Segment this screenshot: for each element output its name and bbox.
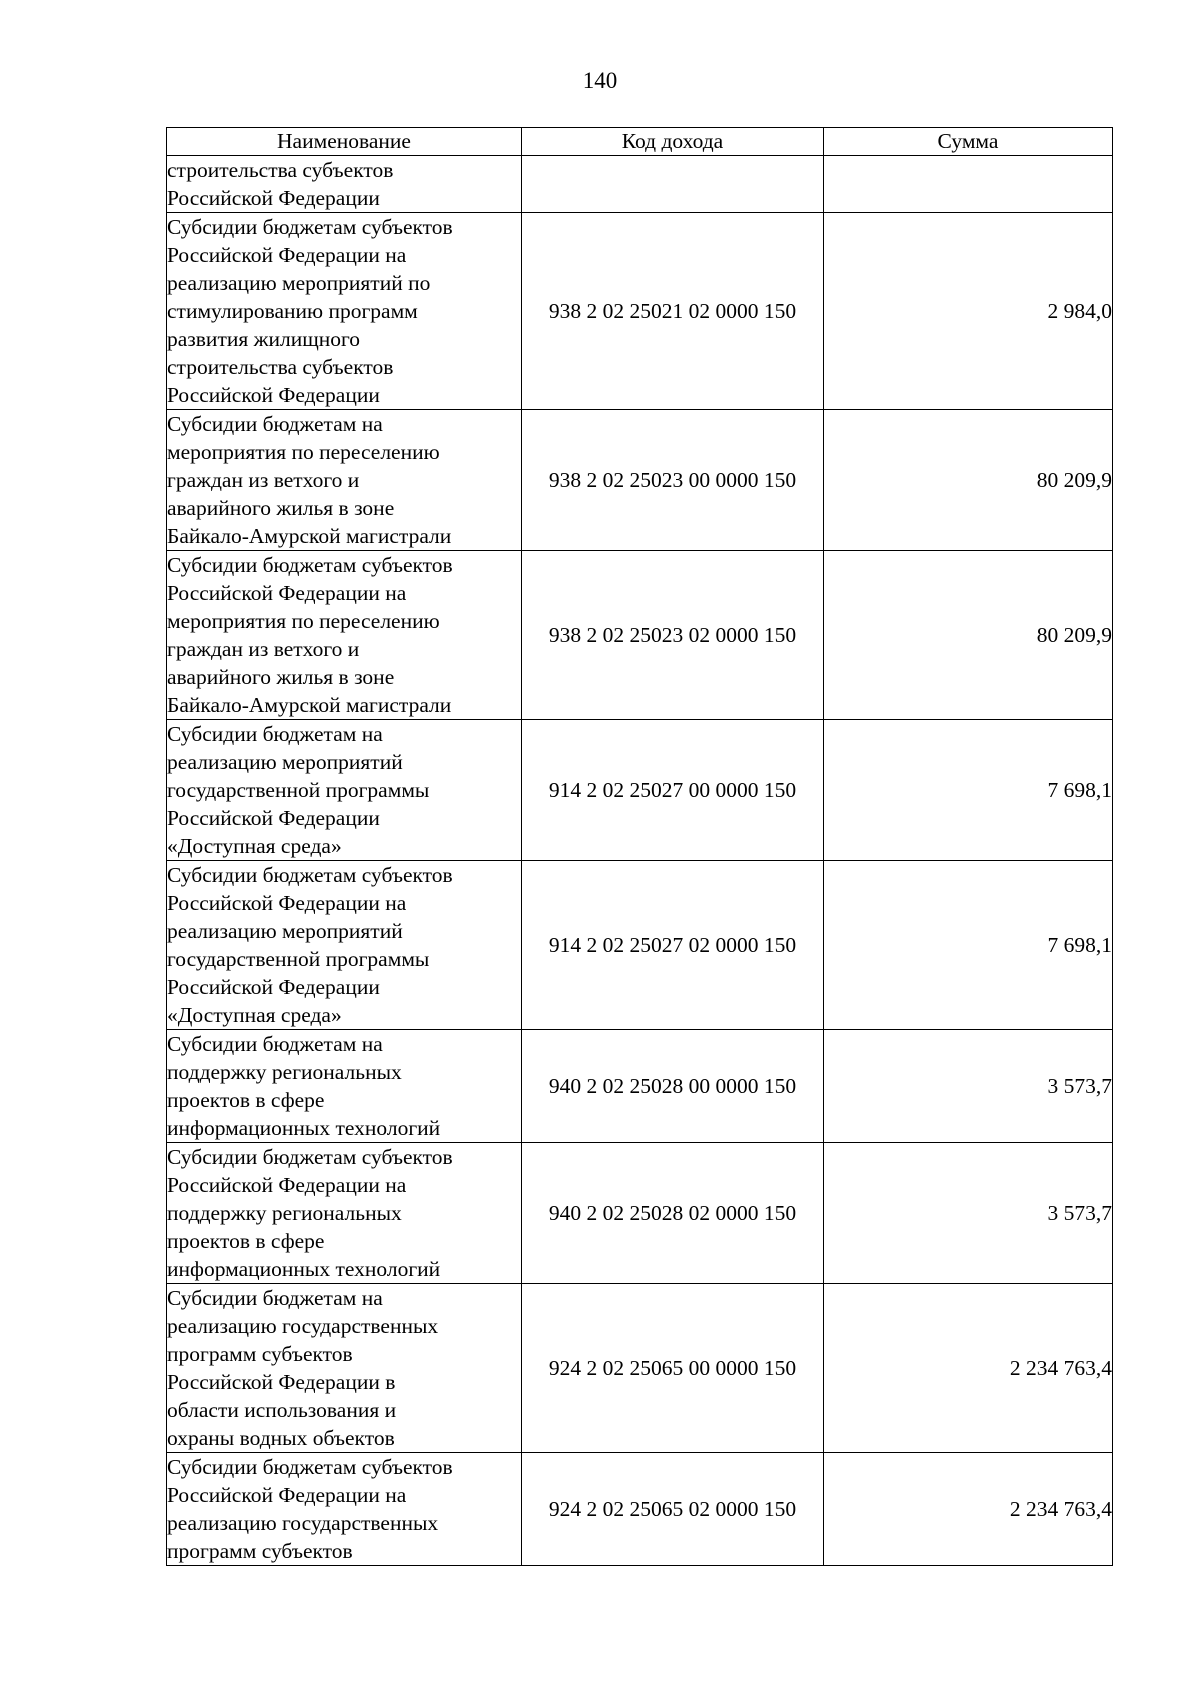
revenue-table [166,127,1113,1566]
row-code: 914 2 02 25027 02 0000 150 [522,861,824,1030]
table-row [167,1453,1113,1566]
row-sum: 7 698,1 [824,720,1113,861]
table-row [167,1030,1113,1143]
row-name: Субсидии бюджетам субъектов Российской Федерации на поддержку региональных проектов в сфере информационных технологий [167,1143,522,1284]
table-row [167,1143,1113,1284]
row-code: 914 2 02 25027 00 0000 150 [522,720,824,861]
row-sum [824,156,1113,213]
row-name: Субсидии бюджетам на реализацию мероприятий государственной программы Российской Федерации «Доступная среда» [167,720,522,861]
row-sum: 2 984,0 [824,213,1113,410]
row-sum: 3 573,7 [824,1030,1113,1143]
row-sum: 80 209,9 [824,551,1113,720]
table-row [167,861,1113,1030]
row-sum: 3 573,7 [824,1143,1113,1284]
table-header-row [167,128,1113,156]
row-code: 938 2 02 25023 02 0000 150 [522,551,824,720]
row-code: 940 2 02 25028 00 0000 150 [522,1030,824,1143]
row-name: Субсидии бюджетам на поддержку региональных проектов в сфере информационных технологий [167,1030,522,1143]
page-number: 140 [582,68,618,93]
table-row [167,1284,1113,1453]
row-sum: 2 234 763,4 [824,1284,1113,1453]
row-name: строительства субъектов Российской Федерации [167,156,522,213]
row-code [522,156,824,213]
table-row [167,720,1113,861]
row-name: Субсидии бюджетам на реализацию государственных программ субъектов Российской Федерации в области использования и охраны водных объектов [167,1284,522,1453]
row-code: 924 2 02 25065 00 0000 150 [522,1284,824,1453]
row-code: 938 2 02 25021 02 0000 150 [522,213,824,410]
row-code: 924 2 02 25065 02 0000 150 [522,1453,824,1566]
table-row [167,410,1113,551]
row-sum: 7 698,1 [824,861,1113,1030]
row-name: Субсидии бюджетам субъектов Российской Федерации на реализацию мероприятий по стимулированию программ развития жилищного строительства субъектов Российской Федерации [167,213,522,410]
row-sum: 80 209,9 [824,410,1113,551]
header-code: Код дохода [522,128,824,156]
table-row [167,156,1113,213]
table-row [167,213,1113,410]
header-sum: Сумма [824,128,1113,156]
row-name: Субсидии бюджетам субъектов Российской Федерации на реализацию мероприятий государственной программы Российской Федерации «Доступная среда» [167,861,522,1030]
row-name: Субсидии бюджетам субъектов Российской Федерации на мероприятия по переселению граждан из ветхого и аварийного жилья в зоне Байкало-Амурской магистрали [167,551,522,720]
row-name: Субсидии бюджетам субъектов Российской Федерации на реализацию государственных программ субъектов [167,1453,522,1566]
row-name: Субсидии бюджетам на мероприятия по переселению граждан из ветхого и аварийного жилья в зоне Байкало-Амурской магистрали [167,410,522,551]
header-name: Наименование [167,128,522,156]
table-row [167,551,1113,720]
row-sum: 2 234 763,4 [824,1453,1113,1566]
row-code: 938 2 02 25023 00 0000 150 [522,410,824,551]
row-code: 940 2 02 25028 02 0000 150 [522,1143,824,1284]
